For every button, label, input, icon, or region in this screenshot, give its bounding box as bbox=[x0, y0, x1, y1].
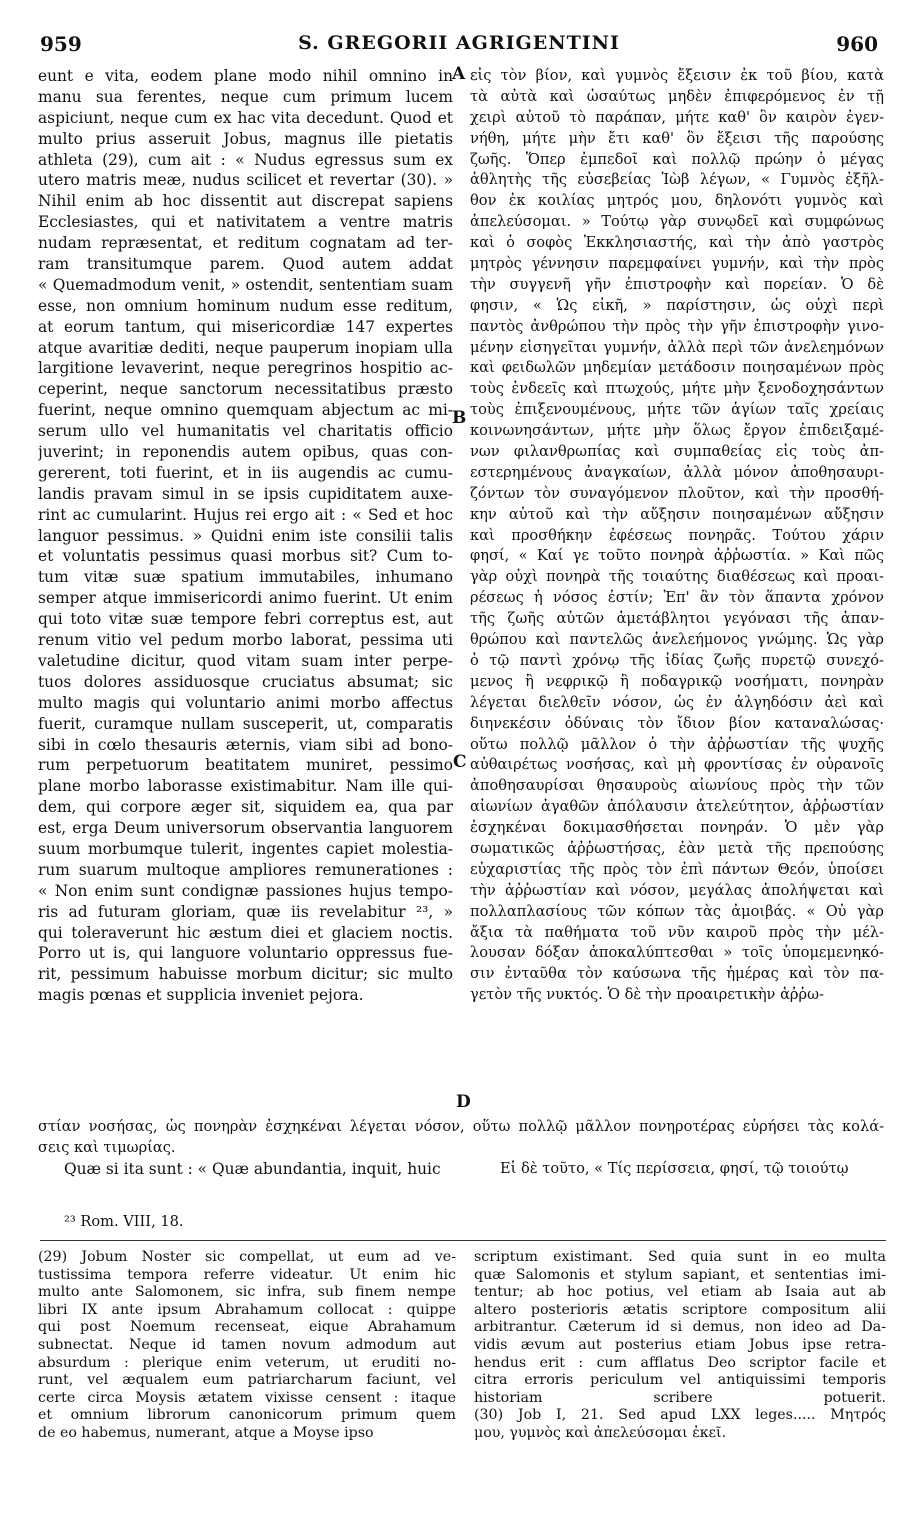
greek-line: ἀθλητὴς τῆς εὐσεβείας Ἰὼβ λέγων, « Γυμνὸς ἐξῆλ- bbox=[470, 171, 884, 189]
latin-line: aspiciunt, neque cum ex hac vita decedunt. Quod et bbox=[38, 108, 453, 127]
latin-line: largitione levaverint, neque peregrinos hospitio ac- bbox=[38, 359, 453, 378]
footnote-line: hendus erit : cum afflatus Deo scriptor facile et bbox=[474, 1354, 886, 1371]
greek-line: ρέσεως ἡ νόσος ἐστίν; Ἐπ' ἂν τὸν ἅπαντα χρόνον bbox=[470, 589, 884, 607]
latin-line: eunt e vita, eodem plane modo nihil omnino in bbox=[38, 67, 453, 85]
footnote-line: de eo habemus, numerant, atque a Moyse ipso bbox=[38, 1424, 374, 1441]
greek-line: πολλαπλασίους τῶν κόπων τὰς ἀμοιβάς. « Οὐ γὰρ bbox=[470, 902, 884, 920]
greek-line: σιν ἐνταῦθα τὸν καύσωνα τῆς ἡμέρας καὶ τὸν πα- bbox=[470, 965, 884, 983]
greek-line: φησιν, « Ὡς εἰκῆ, » παρίστησιν, ὡς οὐχὶ περὶ bbox=[470, 296, 884, 314]
right-page-number: 960 bbox=[836, 32, 878, 56]
spanning-greek-text bbox=[38, 1117, 884, 1159]
latin-line: at eorum tantum, qui misericordiæ 147 expertes bbox=[38, 317, 453, 336]
greek-line: λέγεται διελθεῖν νόσον, ὡς ἐν ἀλγηδόσιν ἀεὶ καὶ bbox=[470, 693, 884, 711]
footnote-line: citra erroris periculum vel antiquissimi temporis bbox=[474, 1372, 886, 1389]
greek-line: ἀπελεύσομαι. » Τούτῳ γὰρ συνῳδεῖ καὶ συμφώνως bbox=[470, 213, 884, 231]
latin-line: multo magis qui voluntario animi morbo affectus bbox=[38, 693, 453, 712]
greek-line: ἀποθησαυρίσαι θησαυροὺς αἰωνίους πρὸς τὴν τῶν bbox=[470, 777, 884, 795]
footnote-line: scriptum existimant. Sed quia sunt in eo multa bbox=[474, 1249, 886, 1265]
greek-continuation: Εἰ δὲ τοῦτο, « Τίς περίσσεια, φησί, τῷ τοιούτῳ bbox=[500, 1160, 849, 1177]
latin-line: rit, pessimum habuisse morbum dicitur; sic multo bbox=[38, 965, 453, 984]
footnote-line: (30) Job I, 21. Sed apud LXX leges..... Μητρός bbox=[474, 1407, 886, 1424]
greek-line: μητρὸς γέννησιν παρεμφαίνει γυμνήν, καὶ τὴν πρὸς bbox=[470, 255, 884, 273]
greek-line: παντὸς ἀνθρώπου τὴν πρὸς τὴν γῆν ἐπιστροφὴν γινο- bbox=[470, 317, 884, 335]
margin-marker-c: C bbox=[453, 752, 467, 772]
greek-line: ἐσχηκέναι δοκιμασθήσεται πονηράν. Ὁ μὲν γὰρ bbox=[470, 819, 884, 837]
latin-line: nudam repræsentat, et reditum cognatam ad ter- bbox=[38, 234, 453, 253]
footnote-line: quæ Salomonis et stylum sapiant, et sententias imi- bbox=[474, 1266, 886, 1283]
latin-line: Ecclesiastes, qui et nativitatem a ventre matris bbox=[38, 213, 453, 232]
margin-marker-d: D bbox=[456, 1092, 471, 1112]
greek-line: εὐχαριστίας τῆς πρὸς τὸν ἐπὶ πάντων Θεόν, ὑποίσει bbox=[470, 860, 884, 878]
greek-line: καὶ ὁ σοφὸς Ἐκκλησιαστής, καὶ τὴν ἀπὸ γαστρὸς bbox=[470, 234, 884, 252]
greek-line: γετὸν τῆς νυκτός. Ὁ δὲ τὴν προαιρετικὴν ἀῤῥω- bbox=[470, 986, 824, 1004]
greek-line: οὕτω πολλῷ μᾶλλον ὁ τὴν ἀῤῥωστίαν τῆς ψυχῆς bbox=[470, 735, 884, 753]
spanning-line: στίαν νοσήσας, ὡς πονηρὰν ἐσχηκέναι λέγεται νόσον, οὕτω πολλῷ μᾶλλον πονηροτέρας εὑρήσει τὰς κολά- bbox=[38, 1118, 884, 1135]
latin-line: athleta (29), cum ait : « Nudus egressus sum ex bbox=[38, 150, 453, 169]
latin-line: plane morbo laborasse existimabitur. Nam ille qui- bbox=[38, 777, 453, 796]
greek-line: θον ἐκ κοιλίας μητρός μου, δηλονότι γυμνὸς καὶ bbox=[470, 192, 884, 210]
greek-line: λουσαν δόξαν ἀποκαλύπτεσθαι » τοῖς ὑπομεμενηκό- bbox=[470, 944, 884, 962]
latin-line: serum ullo vel humanitatis vel charitatis officio bbox=[38, 422, 453, 441]
latin-line: ceperint, neque sanctorum necessitatibus præsto bbox=[38, 380, 453, 399]
greek-line: τοὺς ἐνδεεῖς καὶ πτωχούς, μήτε μὴν ξενοδοχησάντων bbox=[470, 380, 884, 398]
footnote-divider bbox=[40, 1240, 886, 1241]
latin-line: Porro ut is, qui languore voluntario oppressus fue- bbox=[38, 944, 453, 963]
greek-line: κοινωνησάντων, μήτε μὴν ὅλως ἔργον ἐπιδειξαμέ- bbox=[470, 422, 884, 440]
footnote-line: historiam scribere potuerit. bbox=[474, 1389, 886, 1406]
latin-column bbox=[38, 66, 453, 1006]
latin-line: rint ac cumularint. Hujus rei ergo ait : « Sed et hoc bbox=[38, 505, 453, 524]
margin-marker-a: A bbox=[452, 64, 466, 84]
greek-line: θρώπου καὶ παντελῶς ἀνελεήμονος γνώμης. Ὡς γὰρ bbox=[470, 631, 884, 649]
footnote-line: tustissima tempora referre videatur. Ut enim hic bbox=[38, 1266, 456, 1283]
latin-line: tuos dolores assiduosque cruciatus absumat; sic bbox=[38, 672, 453, 691]
latin-line: qui toleraverunt hic æstum diei et glaciem noctis. bbox=[38, 923, 453, 942]
latin-continuation: Quæ si ita sunt : « Quæ abundantia, inquit, huic bbox=[64, 1160, 441, 1178]
latin-line: manu sua ferentes, neque cum primum lucem bbox=[38, 87, 453, 106]
latin-line: « Non enim sunt condignæ passiones hujus tempo- bbox=[38, 881, 453, 900]
latin-line: semper atque immisericordi animo fuerint. Ut enim bbox=[38, 589, 453, 608]
greek-line: αὐθαιρέτως νοσήσας, καὶ μὴ φροντίσας ἐν οὐρανοῖς bbox=[470, 756, 884, 774]
margin-marker-b: B bbox=[452, 408, 467, 428]
latin-line: rum perpetuorum beatitatem muniret, pessimo bbox=[38, 756, 453, 775]
footnote-line: vidis ævum aut posterius etiam Jobus ipse retra- bbox=[474, 1336, 886, 1353]
greek-line: τὴν ἀῤῥωστίαν καὶ νόσον, μεγάλας ἀπολήψεται καὶ bbox=[470, 881, 884, 899]
footnote-line: multo ante Salomonem, sic infra, sub finem nempe bbox=[38, 1284, 456, 1301]
greek-line: χειρὶ αὐτοῦ τὸ παράπαν, μήτε καθ' ὃν καιρὸν ἐγεν- bbox=[470, 108, 884, 126]
greek-line: εἰς τὸν βίον, καὶ γυμνὸς ἔξεισιν ἐκ τοῦ βίου, κατὰ bbox=[470, 67, 884, 84]
footnote-line: altero posterioris ætatis scriptore compositum alii bbox=[474, 1301, 886, 1318]
latin-line: renum vitio vel pedum morbo laborat, pessima uti bbox=[38, 631, 453, 650]
greek-line: αἰωνίων ἀγαθῶν ἀπόλαυσιν ἀτελεύτητον, ἀῤῥωστίαν bbox=[470, 798, 884, 816]
latin-line: fuerint, neque omnino quemquam abjectum ac mi- bbox=[38, 401, 453, 420]
footnote-line: runt, vel æqualem eum patriarcharum faciunt, vel bbox=[38, 1372, 456, 1389]
greek-line: εστερημένους ἀναγκαίων, ἀλλὰ μόνον ἀποθησαυρι- bbox=[470, 463, 884, 481]
greek-line: μένην εἰσηγεῖται γυμνήν, ἀλλὰ περὶ τῶν ἀνελεημόνων bbox=[470, 338, 884, 356]
greek-line: ζωῆς. Ὅπερ ἐμπεδοῖ καὶ πολλῷ πρώην ὁ μέγας bbox=[470, 150, 884, 168]
latin-line: tum vitæ suæ spatium immutabiles, inhumano bbox=[38, 568, 453, 587]
scripture-reference: ²³ Rom. VIII, 18. bbox=[64, 1213, 184, 1230]
footnote-line: libri IX ante ipsum Abrahamum collocat : quippe bbox=[38, 1301, 456, 1318]
greek-line: νήθη, μήτε μὴν ἔτι καθ' ὃν ἔξεισι τῆς παρούσης bbox=[470, 129, 884, 147]
latin-line: dem, qui corpore æger sit, siquidem ea, qua par bbox=[38, 798, 453, 817]
latin-line: suum morbumque tulerit, ingentes capiet molestia- bbox=[38, 839, 453, 858]
latin-line: « Quemadmodum venit, » ostendit, sententiam suam bbox=[38, 275, 453, 294]
footnote-line: (29) Jobum Noster sic compellat, ut eum ad ve- bbox=[38, 1249, 456, 1265]
latin-line: juverint; in reponendis autem opibus, quas con- bbox=[38, 443, 453, 462]
page-header bbox=[40, 32, 878, 62]
footnote-line: et omnium librorum canonicorum primum quem bbox=[38, 1407, 456, 1424]
footnotes-left bbox=[38, 1249, 456, 1443]
greek-line: καὶ προσθήκην ἐφέσεως πονηρᾶς. Τούτου χάριν bbox=[470, 526, 884, 544]
greek-line: γὰρ οὐχὶ πονηρὰ τῆς τοιαύτης διαθέσεως καὶ προαι- bbox=[470, 568, 884, 586]
latin-line: multo prius asseruit Jobus, magnus ille pietatis bbox=[38, 129, 453, 148]
greek-line: ἄξια τὰ παθήματα τοῦ νῦν καιροῦ πρὸς τὴν μέλ- bbox=[470, 923, 884, 941]
latin-line: esse, non omnium hominum nudum esse reditum, bbox=[38, 296, 453, 315]
latin-line: sibi in cœlo thesauris æternis, viam sibi ad bono- bbox=[38, 735, 453, 754]
latin-line: gererent, toti fuerint, et in iis augendis ac cumu- bbox=[38, 463, 453, 482]
latin-line: ram transitumque parem. Quod autem addat bbox=[38, 255, 453, 274]
footnote-line: μου, γυμνὸς καὶ ἀπελεύσομαι ἐκεῖ. bbox=[474, 1424, 727, 1441]
latin-line: qui toto vitæ suæ tempore febri correptus est, aut bbox=[38, 610, 453, 629]
latin-line: rum suarum multoque ampliores remunerationes : bbox=[38, 860, 453, 879]
greek-line: σωματικῶς ἀῤῥωστήσας, ἐὰν μετὰ τῆς πρεπούσης bbox=[470, 839, 884, 857]
footnote-line: certe circa Moysis ætatem vixisse censent : itaque bbox=[38, 1389, 456, 1406]
latin-line: valetudine dicitur, quod vitam suam inter perpe- bbox=[38, 651, 453, 670]
greek-line: κην αὐτοῦ καὶ τὴν αὔξησιν ποιησαμένων αὔξησιν bbox=[470, 505, 884, 523]
latin-line: Nihil enim ab hoc dissentit aut discrepat sapiens bbox=[38, 192, 453, 211]
latin-line: utero matris meæ, nudus scilicet et revertar (30). » bbox=[38, 171, 453, 190]
footnote-line: arbitrantur. Cæterum id si demus, non ideo ad Da- bbox=[474, 1319, 886, 1336]
latin-line: languor pessimus. » Quidni enim iste consilii talis bbox=[38, 526, 453, 545]
latin-line: magis pœnas et supplicia inveniet pejora. bbox=[38, 986, 364, 1005]
greek-line: ὁ τῷ παντὶ χρόνῳ τῆς ἰδίας ζωῆς πυρετῷ συνεχό- bbox=[470, 651, 884, 669]
latin-line: fuerit, curamque nullam susceperit, ut, comparatis bbox=[38, 714, 453, 733]
running-title: S. GREGORII AGRIGENTINI bbox=[298, 32, 620, 54]
greek-line: μενος ἢ νεφρικῷ ἢ ποδαγρικῷ νοσήματι, πονηρὰν bbox=[470, 672, 884, 690]
greek-line: φησί, « Καί γε τοῦτο πονηρὰ ἀῤῥωστία. » Καὶ πῶς bbox=[470, 547, 884, 565]
latin-line: est, erga Deum universorum observantia languorem bbox=[38, 819, 453, 838]
greek-line: διηνεκέσιν ὀδύναις τὸν ἴδιον βίον καταναλώσας· bbox=[470, 714, 884, 732]
greek-line: τῆς ζωῆς αὐτῶν ἀμετάβλητοι γεγόνασι τῆς ἀπαν- bbox=[470, 610, 884, 628]
latin-line: atque avaritiæ dediti, neque pauperum inopiam ulla bbox=[38, 338, 453, 357]
greek-line: καὶ φειδωλῶν μηδεμίαν μετάδοσιν ποιησαμένων πρὸς bbox=[470, 359, 884, 377]
greek-line: νων φιλανθρωπίας καὶ συμπαθείας εἰς τοὺς ἀπ- bbox=[470, 443, 884, 461]
greek-line: τοὺς ἐπιξενουμένους, μήτε τῶν ἁγίων ταῖς χρείαις bbox=[470, 401, 884, 419]
footnote-line: subnectat. Neque id tamen novum admodum aut bbox=[38, 1336, 456, 1353]
spanning-line: σεις καὶ τιμωρίας. bbox=[38, 1138, 176, 1156]
greek-line: τὰ αὐτὰ καὶ ὡσαύτως μηδὲν ἐπιφερόμενος ἐν τῇ bbox=[470, 87, 884, 105]
greek-column bbox=[470, 66, 884, 1006]
footnote-line: qui post Noemum recenseat, eique Abrahamum bbox=[38, 1319, 456, 1336]
left-page-number: 959 bbox=[40, 32, 82, 56]
footnotes-right bbox=[474, 1249, 886, 1443]
latin-line: ris ad futuram gloriam, quæ iis revelabitur ²³, » bbox=[38, 902, 453, 921]
greek-line: τὴν συγγενῆ γῆν ἐπιστροφὴν καὶ πορείαν. Ὁ δὲ bbox=[470, 275, 884, 293]
greek-line: ζόντων τὸν συναγόμενον πλοῦτον, καὶ τὴν προσθή- bbox=[470, 484, 884, 502]
latin-line: et voluntatis pessimus quasi morbus sit? Cum to- bbox=[38, 547, 453, 566]
footnote-line: tentur; ab hoc potius, vel etiam ab Isaia aut ab bbox=[474, 1284, 886, 1301]
footnote-line: absurdum : plerique enim veterum, ut eruditi no- bbox=[38, 1354, 456, 1371]
latin-line: landis pravam simul in se ipsis cupiditatem auxe- bbox=[38, 484, 453, 503]
